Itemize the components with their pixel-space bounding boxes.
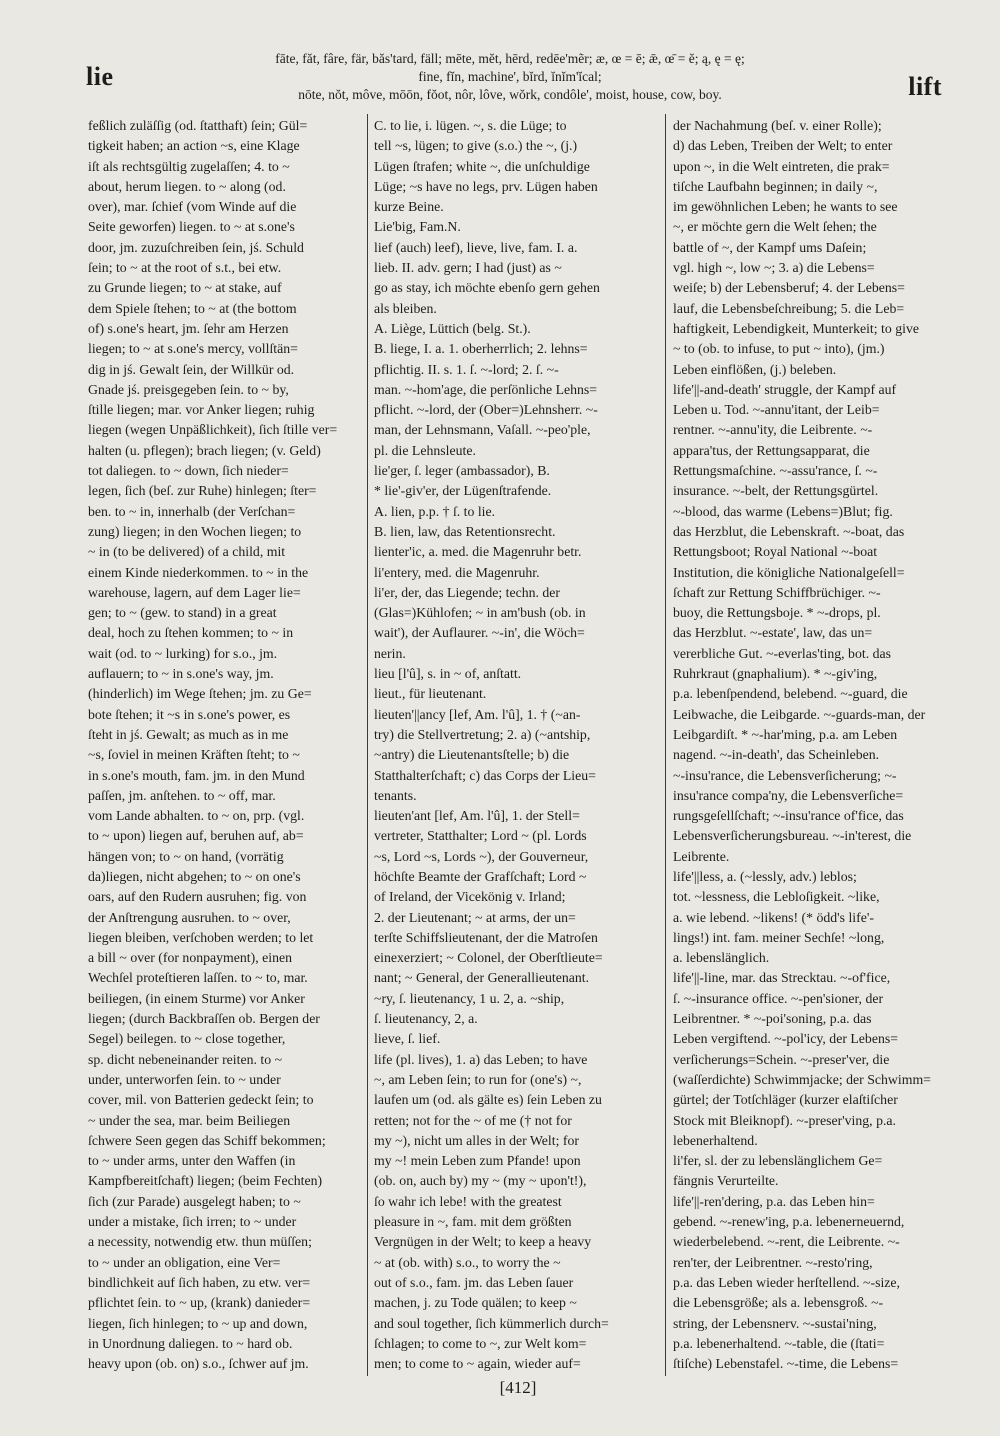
text-line: dem Spiele ſtehen; to ~ at (the bottom [88, 300, 297, 316]
text-line: dig in jś. Gewalt ſein, der Willkür od. [88, 361, 295, 377]
text-line: fängnis Verurteilte. [673, 1173, 779, 1189]
text-line: beiliegen, (in einem Sturme) vor Anker [88, 990, 305, 1006]
text-line: liegen, ſich hinlegen; to ~ up and down, [88, 1315, 308, 1331]
text-line: ~ under the sea, mar. beim Beiliegen [88, 1112, 291, 1128]
text-line: B. lien, law, das Retentionsrecht. [374, 523, 556, 539]
text-line: Rettungsboot; Royal National ~-boat [673, 544, 878, 560]
column-divider [665, 114, 666, 1376]
text-line: Kampfbereitſchaft) liegen; (beim Fechten) [88, 1173, 323, 1189]
text-line: Rettungsmaſchine. ~-assu'rance, ſ. ~- [673, 463, 878, 479]
text-line: Leben einflößen, (j.) beleben. [673, 361, 837, 377]
text-line: vom Lande abhalten. to ~ on, prp. (vgl. [88, 808, 305, 824]
text-line: go as stay, ich möchte ebenſo gern gehen [374, 280, 600, 296]
text-line: liegen; (durch Backbraſſen ob. Bergen der [88, 1011, 320, 1027]
text-line: li'er, der, das Liegende; techn. der [374, 584, 561, 600]
text-line: gürtel; der Totſchläger (kurzer elaſtiſcher [673, 1092, 898, 1108]
text-line: lieb. II. adv. gern; I had (just) as ~ [374, 260, 562, 276]
text-line: ſteht in jś. Gewalt; as much as in me [88, 726, 289, 742]
text-line: wait'), der Auflaurer. ~-in', die Wöch= [374, 625, 585, 641]
text-line: about, herum liegen. to ~ along (od. [88, 178, 286, 194]
text-line: Ruhrkraut (gnaphalium). * ~-giv'ing, [673, 666, 878, 682]
text-line: life (pl. lives), 1. a) das Leben; to have [374, 1051, 588, 1067]
text-line: Lüge; ~s have no legs, prv. Lügen haben [374, 178, 598, 194]
text-line: ~s, ſoviel in meinen Kräften ſteht; to ~ [88, 747, 300, 763]
text-line: 2. der Lieutenant; ~ at arms, der un= [374, 909, 576, 925]
text-line: Vergnügen in der Welt; to keep a heavy [374, 1234, 592, 1250]
text-line: out of s.o., fam. jm. das Leben ſauer [374, 1274, 574, 1290]
text-line: pleasure in ~, fam. mit dem größten [374, 1214, 572, 1230]
text-line: haftigkeit, Lebendigkeit, Munterkeit; to give [673, 320, 919, 336]
text-line: ~, er möchte gern die Welt ſehen; the [673, 219, 877, 235]
text-line: Leibgardiſt. * ~-har'ming, p.a. am Leben [673, 726, 898, 742]
text-line: nagend. ~-in-death', das Scheinleben. [673, 747, 880, 763]
text-line: ſtiſche) Lebenstafel. ~-time, die Lebens= [673, 1356, 899, 1372]
text-line: life'||less, a. (~lessly, adv.) leblos; [673, 868, 857, 884]
text-line: ſ. ~-insurance office. ~-pen'sioner, der [673, 990, 884, 1006]
text-line: appara'tus, der Rettungsapparat, die [673, 442, 870, 458]
text-line: insu'rance compa'ny, die Lebensverſiche= [673, 787, 904, 803]
text-line: under, unterworfen ſein. to ~ under [88, 1071, 281, 1087]
text-line: retten; not for the ~ of me († not for [374, 1112, 572, 1128]
text-line: B. liege, I. a. 1. oberherrlich; 2. lehns= [374, 341, 588, 357]
text-line: da)liegen, nicht abgehen; to ~ on one's [88, 868, 301, 884]
text-line: liegen (wegen Unpäßlichkeit), ſich ſtille ver= [88, 422, 338, 438]
text-line: bote ſtehen; it ~s in s.one's power, es [88, 706, 291, 722]
text-line: Leibwache, die Leibgarde. ~-guards-man, der [673, 706, 926, 722]
column-divider [367, 114, 368, 1376]
text-line: zu Grunde liegen; to ~ at stake, auf [88, 280, 282, 296]
text-line: liegen bleiben, verſchoben werden; to let [88, 929, 314, 945]
text-line: tell ~s, lügen; to give (s.o.) the ~, (j.) [374, 138, 578, 154]
text-line: a. lebenslänglich. [673, 950, 770, 966]
text-line: das Herzblut. ~-estate', law, das un= [673, 625, 873, 641]
text-line: feßlich zuläſſig (od. ſtatthaft) ſein; Gül= [88, 118, 308, 133]
text-line: ~ in (to be delivered) of a child, mit [88, 544, 286, 560]
text-line: Institution, die königliche Nationalgeſell= [673, 564, 905, 580]
text-line: lienter'ic, a. med. die Magenruhr betr. [374, 544, 582, 560]
text-column-left [88, 116, 358, 1378]
text-line: wait (od. to ~ lurking) for s.o., jm. [88, 645, 278, 661]
text-line: paſſen, jm. anſtehen. to ~ off, mar. [88, 787, 276, 803]
text-line: life'||-ren'dering, p.a. das Leben hin= [673, 1193, 875, 1209]
text-line: Wechſel proteſtieren laſſen. to ~ to, mar. [88, 970, 308, 986]
text-line: heavy upon (ob. on) s.o., ſchwer auf jm. [88, 1356, 309, 1372]
text-line: string, der Lebensnerv. ~-sustai'ning, [673, 1315, 877, 1331]
text-line: tot daliegen. to ~ down, ſich nieder= [88, 463, 289, 479]
text-line: li'fer, sl. der zu lebenslänglichem Ge= [673, 1153, 883, 1169]
text-line: lebenerhaltend. [673, 1132, 758, 1148]
text-line: under a mistake, ſich irren; to ~ under [88, 1214, 297, 1230]
text-line: tiſche Laufbahn beginnen; in daily ~, [673, 178, 878, 194]
pronunciation-key-line: fāte, făt, fâre, fär, băs'tard, fäll; mēte, mĕt, hērd, redēe'mẽr; æ, œ = ē; ǣ, œ̄ = ĕ; ą, ę = ę; [275, 51, 745, 66]
text-line: over), mar. ſchief (vom Winde auf die [88, 199, 297, 215]
text-line: oars, auf den Rudern ausruhen; fig. von [88, 889, 307, 905]
text-line: cover, mil. von Batterien gedeckt ſein; to [88, 1092, 314, 1108]
text-line: and soul together, ſich kümmerlich durch= [374, 1315, 609, 1331]
text-line: Seite geworfen) liegen. to ~ at s.one's [88, 219, 295, 235]
text-line: my ~! mein Leben zum Pfande! upon [374, 1153, 581, 1169]
text-line: p.a. lebenſpendend, belebend. ~-guard, die [673, 686, 908, 702]
text-line: to ~ under an obligation, eine Ver= [88, 1254, 281, 1270]
text-line: liegen; to ~ at s.one's mercy, vollſtän= [88, 341, 298, 357]
text-line: ſchlagen; to come to ~, zur Welt kom= [374, 1335, 587, 1351]
text-line: * lie'-giv'er, der Lügenſtrafende. [374, 483, 552, 499]
text-line: pflicht. ~-lord, der (Ober=)Lehnsherr. ~- [374, 402, 598, 418]
text-line: nant; ~ General, der Generallieutenant. [374, 970, 590, 986]
text-line: rentner. ~-annu'ity, die Leibrente. ~- [673, 422, 873, 438]
text-line: a necessity, notwendig etw. thun müſſen; [88, 1234, 312, 1250]
text-line: Leibrentner. * ~-poi'soning, p.a. das [673, 1011, 872, 1027]
text-line: höchſte Beamte der Grafſchaft; Lord ~ [374, 868, 587, 884]
text-line: gen; to ~ (gew. to stand) in a great [88, 605, 277, 621]
text-line: ~ry, ſ. lieutenancy, 1 u. 2, a. ~ship, [374, 990, 565, 1006]
text-line: to ~ upon) liegen auf, beruhen auf, ab= [88, 828, 304, 844]
text-line: in Unordnung daliegen. to ~ hard ob. [88, 1335, 293, 1351]
text-line: in s.one's mouth, fam. jm. in den Mund [88, 767, 305, 783]
text-line: machen, j. zu Tode quälen; to keep ~ [374, 1295, 577, 1311]
text-line [88, 1374, 358, 1378]
text-line: Leben vergiftend. ~-pol'icy, der Lebens= [673, 1031, 898, 1047]
text-line: iſt als rechtsgültig zugelaſſen; 4. to ~ [88, 158, 290, 174]
text-line: to ~ under arms, unter den Waffen (in [88, 1153, 296, 1169]
text-line: a bill ~ over (for nonpayment), einen [88, 950, 293, 966]
text-line: ~ to (ob. to infuse, to put ~ into), (jm.) [673, 341, 885, 357]
text-line: ~-blood, das warme (Lebens=)Blut; fig. [673, 503, 893, 519]
text-line: A. lien, p.p. † ſ. to lie. [374, 503, 496, 519]
text-line: der Nachahmung (beſ. v. einer Rolle); [673, 118, 882, 133]
text-line: ſo wahr ich lebe! with the greatest [374, 1193, 562, 1209]
text-line: lieut., für lieutenant. [374, 686, 487, 702]
text-line: nerin. [374, 645, 406, 661]
text-line: man. ~-hom'age, die perſönliche Lehns= [374, 381, 598, 397]
left-guide-word: lie [86, 62, 114, 91]
text-line: ~antry) die Lieutenantsſtelle; b) die [374, 747, 570, 763]
text-line: of) s.one's heart, jm. ſehr am Herzen [88, 320, 289, 336]
text-line: A. Liège, Lüttich (belg. St.). [374, 320, 531, 336]
text-line: p.a. lebenerhaltend. ~-table, die (ſtati= [673, 1335, 885, 1351]
pronunciation-key [200, 50, 820, 104]
pronunciation-key-line: nōte, nŏt, môve, mōōn, fŏot, nôr, lôve, wŏrk, condôle', moist, house, cow, boy. [298, 87, 722, 102]
text-line: ren'ter, der Leibrentner. ~-resto'ring, [673, 1254, 873, 1270]
text-line: der Anſtrengung ausruhen. to ~ over, [88, 909, 291, 925]
text-line: pl. die Lehnsleute. [374, 442, 476, 458]
text-line: p.a. das Leben wieder herſtellend. ~-size, [673, 1274, 900, 1290]
text-line: battle of ~, der Kampf ums Daſein; [673, 239, 867, 255]
text-line: men; to come to ~ again, wieder auf= [374, 1356, 581, 1372]
text-line: halten (u. pflegen); brach liegen; (v. Geld) [88, 442, 321, 458]
text-line: lie'ger, ſ. leger (ambassador), B. [374, 463, 550, 479]
text-line [673, 1374, 943, 1378]
text-line: ſ. lieutenancy, 2, a. [374, 1011, 478, 1027]
right-guide-word: lift [908, 72, 942, 101]
text-line: (Glas=)Kühlofen; ~ in am'bush (ob. in [374, 605, 586, 621]
text-line: zung) liegen; in den Wochen liegen; to [88, 523, 302, 539]
text-line: gebend. ~-renew'ing, p.a. lebenerneuernd, [673, 1214, 905, 1230]
text-line: upon ~, in die Welt eintreten, die prak= [673, 158, 890, 174]
text-line: auflauern; to ~ in s.one's way, jm. [88, 666, 274, 682]
text-line: legen, ſich (beſ. zur Ruhe) hinlegen; ſter= [88, 483, 317, 499]
text-line: ſein; to ~ at the root of s.t., bei etw. [88, 260, 282, 276]
text-line: ben. to ~ in, innerhalb (der Verſchan= [88, 503, 296, 519]
text-line: ~, am Leben ſein; to run for (one's) ~, [374, 1071, 582, 1087]
text-line: bindlichkeit auf ſich haben, zu etw. ver= [88, 1274, 311, 1290]
text-line: einem Kinde niederkommen. to ~ in the [88, 564, 309, 580]
text-line: lieuten'ant [lef, Am. l'û], 1. der Stell= [374, 808, 580, 824]
text-line: Leibrente. [673, 848, 730, 864]
pronunciation-key-line: fine, fĭn, machine', bĭrd, ĭnĭm'ĭcal; [418, 69, 602, 84]
text-line: Gnade jś. preisgegeben ſein. to ~ by, [88, 381, 289, 397]
text-column-middle [374, 116, 658, 1378]
text-line: Lebensverſicherungsbureau. ~-in'terest, die [673, 828, 912, 844]
text-line: (waſſerdichte) Schwimmjacke; der Schwimm= [673, 1071, 931, 1087]
text-line: deal, hoch zu ſtehen kommen; to ~ in [88, 625, 294, 641]
text-line: pflichtet ſein. to ~ up, (krank) danieder= [88, 1295, 311, 1311]
text-line: Statthalterſchaft; c) das Corps der Lieu= [374, 767, 596, 783]
text-line: life'||-and-death' struggle, der Kampf auf [673, 381, 897, 397]
text-line: vgl. high ~, low ~; 3. a) die Lebens= [673, 260, 875, 276]
text-line: vertreter, Statthalter; Lord ~ (pl. Lords [374, 828, 587, 844]
text-line: lieve, ſ. lief. [374, 1031, 441, 1047]
text-line: weiſe; b) der Lebensberuf; 4. der Lebens= [673, 280, 905, 296]
text-line: lief (auch) leef), lieve, live, fam. I. a. [374, 239, 578, 255]
text-line: das Herzblut, die Lebenskraft. ~-boat, das [673, 523, 905, 539]
text-line: ſtille liegen; mar. vor Anker liegen; ruhig [88, 402, 315, 418]
text-line: insurance. ~-belt, der Rettungsgürtel. [673, 483, 879, 499]
text-line: of Ireland, der Vicekönig v. Irland; [374, 889, 566, 905]
text-line: warehouse, lagern, auf dem Lager lie= [88, 584, 301, 600]
text-line: ſich (zur Parade) ausgelegt haben; to ~ [88, 1193, 301, 1209]
text-line: laufen um (od. als gälte es) ſein Leben zu [374, 1092, 602, 1108]
text-line: door, jm. zuzuſchreiben ſein, jś. Schuld [88, 239, 304, 255]
text-line: die Lebensgröße; als a. lebensgroß. ~- [673, 1295, 884, 1311]
text-line: man, der Lehnsmann, Vaſall. ~-peo'ple, [374, 422, 591, 438]
text-line: als bleiben. [374, 300, 437, 316]
text-line: Lie'big, Fam.N. [374, 219, 461, 235]
text-line: pflichtig. II. s. 1. ſ. ~-lord; 2. ſ. ~- [374, 361, 559, 377]
text-line: (ob. on, auch by) my ~ (my ~ upon't!), [374, 1173, 587, 1189]
text-line: Segel) beilegen. to ~ close together, [88, 1031, 286, 1047]
text-line: sp. dicht nebeneinander reiten. to ~ [88, 1051, 283, 1067]
text-line: lings!) int. fam. meiner Sechſe! ~long, [673, 929, 885, 945]
text-line: rungsgeſellſchaft; ~-insu'rance of'fice, das [673, 808, 904, 824]
text-line: ſchwere Seen gegen das Schiff bekommen; [88, 1132, 326, 1148]
text-line: life'||-line, mar. das Strecktau. ~-of'fice, [673, 970, 891, 986]
text-line: vererbliche Gut. ~-everlas'ting, bot. das [673, 645, 891, 661]
text-line: tigkeit haben; an action ~s, eine Klage [88, 138, 300, 154]
text-line: terſte Schiffslieutenant, der die Matroſen [374, 929, 598, 945]
page-number: [412] [499, 1378, 537, 1397]
text-line: ~-insu'rance, die Lebensverſicherung; ~- [673, 767, 897, 783]
text-line: my ~), nicht um alles in der Welt; for [374, 1132, 579, 1148]
text-line: (hinderlich) im Wege ſtehen; jm. zu Ge= [88, 686, 312, 702]
text-line: Lügen ſtrafen; white ~, die unſchuldige [374, 158, 590, 174]
text-line: C. to lie, i. lügen. ~, s. die Lüge; to [374, 118, 567, 133]
text-line: tenants. [374, 787, 417, 803]
text-line: try) die Stellvertretung; 2. a) (~antship, [374, 726, 591, 742]
text-line: lieuten'||ancy [lef, Am. l'û], 1. † (~an- [374, 706, 581, 722]
text-line: tot. ~lessness, die Lebloſigkeit. ~like, [673, 889, 880, 905]
text-line: Stock mit Bleiknopf). ~-preser'ving, p.a. [673, 1112, 896, 1128]
text-line: a. wie lebend. ~likens! (* ödd's life'- [673, 909, 874, 925]
text-line: einexerziert; ~ Colonel, der Oberſtlieute= [374, 950, 603, 966]
text-line: lieu [l'û], s. in ~ of, anſtatt. [374, 666, 522, 682]
text-line: verſicherungs=Schein. ~-preser'ver, die [673, 1051, 890, 1067]
text-line: buoy, die Rettungsboje. * ~-drops, pl. [673, 605, 881, 621]
text-line: ſchaft zur Rettung Schiffbrüchiger. ~- [673, 584, 881, 600]
text-line: im gewöhnlichen Leben; he wants to see [673, 199, 898, 215]
text-line: d) das Leben, Treiben der Welt; to enter [673, 138, 893, 154]
text-line: li'entery, med. die Magenruhr. [374, 564, 540, 580]
text-line: ~ at (ob. with) s.o., to worry the ~ [374, 1254, 561, 1270]
text-line: hängen von; to ~ on hand, (vorrätig [88, 848, 284, 864]
text-line: lauf, die Lebensbeſchreibung; 5. die Leb= [673, 300, 905, 316]
text-line: ~s, Lord ~s, Lords ~), der Gouverneur, [374, 848, 589, 864]
text-line: kurze Beine. [374, 199, 444, 215]
text-column-right [673, 116, 943, 1378]
text-line: Leben u. Tod. ~-annu'itant, der Leib= [673, 402, 880, 418]
text-line: wiederbelebend. ~-rent, die Leibrente. ~- [673, 1234, 900, 1250]
